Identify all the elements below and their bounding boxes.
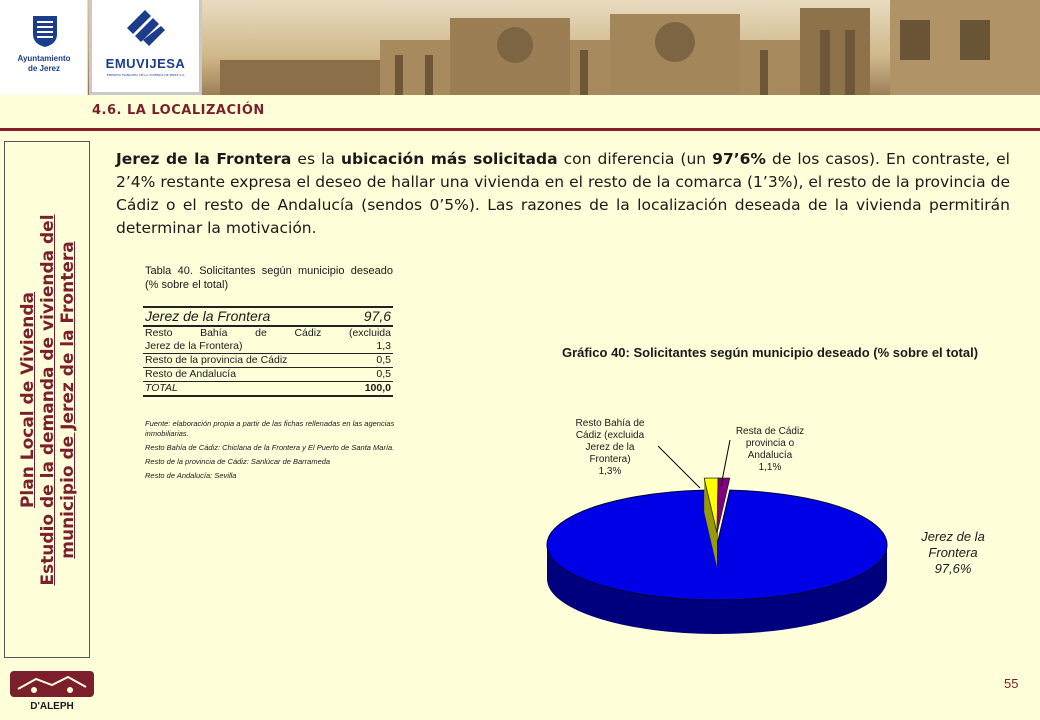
table-cell-label: Jerez de la Frontera bbox=[145, 308, 271, 324]
emuvijesa-logo bbox=[89, 0, 202, 95]
chart-title: Gráfico 40: Solicitantes según municipio deseado (% sobre el total) bbox=[561, 345, 979, 360]
emuvijesa-name: EMUVIJESA bbox=[105, 56, 186, 71]
emuvijesa-subtitle: EMPRESA MUNICIPAL DE LA VIVIENDA DE JEREZ S.A. bbox=[106, 73, 186, 77]
jerez-shield-icon bbox=[31, 14, 59, 48]
table-cell-label: Jerez de la Frontera) bbox=[145, 340, 243, 352]
table-title: Tabla 40. Solicitantes según municipio deseado (% sobre el total) bbox=[145, 265, 393, 291]
table-row bbox=[143, 368, 393, 382]
table-cell-value: 1,3 bbox=[376, 340, 391, 352]
chart-label-cadiz: Resta de Cádiz provincia o Andalucía 1,1% bbox=[735, 426, 805, 473]
page-number: 55 bbox=[1004, 676, 1019, 691]
table-cell-label: TOTAL bbox=[145, 382, 178, 394]
table-note: Resto de Andalucía: Sevilla bbox=[145, 471, 237, 480]
emuvijesa-mark-icon bbox=[125, 10, 165, 52]
table-row bbox=[143, 327, 393, 354]
daleph-logo bbox=[8, 671, 96, 711]
table-cell-label: Resto Bahía de Cádiz (excluida bbox=[145, 327, 391, 339]
table-row bbox=[143, 354, 393, 368]
sidebar-line: municipio de Jerez de la Frontera bbox=[58, 241, 78, 559]
leader-line-bahia bbox=[658, 446, 700, 488]
table-row-total bbox=[143, 382, 393, 397]
chart-label-jerez: Jerez de la Frontera 97,6% bbox=[921, 529, 985, 576]
intro-paragraph: Jerez de la Frontera es la ubicación más solicitada con diferencia (un 97’6% de los casos). En contraste, el 2’4% restante expresa el deseo de hallar una vivienda en el resto de la comarca (1’3%), el resto de la provincia de Cádiz o el resto de Andalucía (sendos 0’5%). Las razones de la localización deseada de la vivienda permitirán determinar la motivación. bbox=[116, 150, 1010, 237]
cathedral-facade-illustration bbox=[200, 0, 1040, 95]
ayuntamiento-logo bbox=[0, 0, 88, 95]
sidebar-line: Plan Local de Vivienda bbox=[18, 291, 38, 509]
table-cell-value: 97,6 bbox=[363, 308, 391, 324]
table-cell-value: 0,5 bbox=[376, 368, 391, 380]
section-title: 4.6. LA LOCALIZACIÓN bbox=[92, 103, 265, 118]
data-table bbox=[143, 306, 393, 397]
daleph-logo-text: D'ALEPH bbox=[30, 701, 74, 711]
table-cell-label: Resto de Andalucía bbox=[145, 368, 237, 380]
table-note: Resto de la provincia de Cádiz: Sanlúcar de Barrameda bbox=[145, 457, 331, 466]
header-banner bbox=[0, 0, 1040, 95]
table-cell-value: 100,0 bbox=[364, 382, 391, 394]
table-note: Fuente: elaboración propia a partir de las fichas rellenadas en las agencias inmobiliarias. bbox=[145, 419, 395, 438]
chart-label-bahia: Resto Bahía de Cádiz (excluida Jerez de la Frontera) 1,3% bbox=[575, 418, 645, 477]
ayuntamiento-logo-text: Ayuntamiento de Jerez bbox=[17, 54, 71, 73]
table-notes bbox=[145, 419, 395, 485]
sidebar-study-title bbox=[18, 150, 78, 650]
sidebar-line: Estudio de la demanda de vivienda del bbox=[38, 214, 58, 586]
sidebar-study-title-box bbox=[4, 141, 90, 658]
table-cell-label: Resto de la provincia de Cádiz bbox=[145, 354, 288, 366]
header-divider bbox=[0, 128, 1040, 131]
table-cell-value: 0,5 bbox=[376, 354, 391, 366]
table-note: Resto Bahía de Cádiz: Chiclana de la Frontera y El Puerto de Santa María. bbox=[145, 443, 395, 452]
table-row-highlight bbox=[143, 306, 393, 327]
